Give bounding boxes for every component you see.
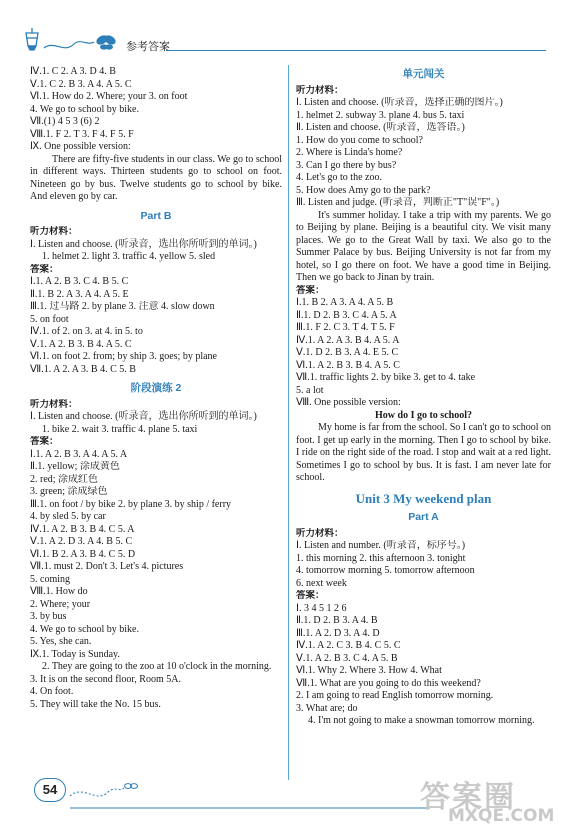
page-number: 54 (34, 778, 66, 802)
answer-line: 4. We go to school by bike. (30, 103, 139, 115)
answer-line: 5. coming (30, 573, 70, 585)
question-line: 1. helmet 2. subway 3. plane 4. bus 5. taxi (296, 109, 465, 121)
answer-line: Ⅶ.1. traffic lights 2. by bike 3. get to 4. take (296, 372, 476, 383)
answer-line: Ⅱ.1. yellow; 涂成黄色 (30, 461, 120, 472)
answer-line: Ⅶ.(1) 4 5 3 (6) 2 (30, 116, 100, 127)
answer-line: Ⅲ.1. 过马路 2. by plane 3. 注意 4. slow down (30, 301, 215, 312)
answer-line: Ⅴ.1. C 2. B 3. A 4. A 5. C (30, 78, 132, 90)
answer-line: 3. What are; do (296, 702, 358, 714)
answer-line: Ⅲ.1. on foot / by bike 2. by plane 3. by ship / ferry (30, 498, 232, 510)
answer-line: Ⅰ.1. B 2. A 3. A 4. A 5. B (296, 297, 394, 308)
section-title-part-b: Part B (140, 209, 172, 222)
unit-title: Unit 3 My weekend plan (355, 490, 492, 506)
answer-line: Ⅵ.1. on foot 2. from; by ship 3. goes; by plane (30, 351, 217, 362)
listening-label: 听力材料： (30, 226, 78, 237)
essay-title: How do I go to school? (375, 409, 472, 421)
answer-line: Ⅳ.1. C 2. A 3. D 4. B (30, 66, 116, 77)
question-line: 2. Where is Linda's home? (296, 147, 403, 158)
answer-line: 4. I'm not going to make a snowman tomorrow morning. (308, 715, 535, 726)
question-line: Ⅰ. Listen and choose. (听录音，选出你所听到的单词。) (30, 411, 257, 422)
question-line: Ⅲ. Listen and judge. (听录音，判断正"T"误"F"。) (296, 197, 500, 208)
listening-label: 听力材料： (296, 527, 344, 539)
answer-line: Ⅵ.1. B 2. A 3. B 4. C 5. D (30, 548, 136, 560)
section-title-stage-2: 阶段演练 2 (130, 382, 182, 394)
answer-line: Ⅵ.1. How do 2. Where; your 3. on foot (30, 91, 188, 102)
header-title: 参考答案 (126, 40, 170, 53)
answer-line: 5. Yes, she can. (30, 636, 92, 647)
question-line: 1. this morning 2. this afternoon 3. tonight (296, 552, 466, 564)
answer-line: Ⅱ.1. D 2. B 3. A 4. B (296, 615, 378, 626)
watermark-url: MXQE.COM (448, 806, 555, 826)
answer-line: Ⅵ.1. Why 2. Where 3. How 4. What (296, 665, 442, 676)
listening-words: 1. helmet 2. light 3. traffic 4. yellow 5. sled (42, 251, 216, 262)
essay-paragraph: There are fifty-five students in our class. We go to school in different ways. Thirteen students go to school on foot. Nineteen go by bus. Twelve students go to school by bike. And eleven go by car. (30, 153, 282, 202)
listening-label: 听力材料： (30, 398, 78, 410)
answer-line: Ⅸ.1. Today is Sunday. (30, 648, 120, 660)
answer-line: Ⅶ.1. A 2. A 3. B 4. C 5. B (30, 363, 136, 375)
question-line: 6. next week (296, 577, 347, 589)
essay-paragraph: My home is far from the school. So I can't go to school on foot. I get up early in the morning. Then I go to school by bike. I ride on the right side of the road. I stop and wait at a red light. Sometimes I go to school by bus. It is fast. I am never late for school. (296, 422, 551, 483)
question-line: Ⅰ. Listen and number. (听录音，标序号。) (296, 540, 466, 551)
answer-line: Ⅷ. One possible version: (296, 397, 401, 408)
listening-passage: It's summer holiday. I take a trip with my parents. We go to Beijing by plane. Beijing is a beautiful city. We visit many places. We go to the Great Wall by taxi. We also go to the Summer Palace by bus. Beijing University is not far from my hotel, so I go there on foot. We have a good time in Beijing. Then we go back to Jinan by train. (296, 209, 551, 283)
section-title-unit-review: 单元闯关 (402, 68, 445, 80)
answer-label: 答案： (296, 284, 325, 296)
answer-line: Ⅰ.1. A 2. B 3. A 4. A 5. A (30, 448, 128, 460)
question-line: 5. How does Amy go to the park? (296, 184, 431, 196)
vine-swirl-icon (44, 42, 94, 48)
answer-line: 3. by bus (30, 611, 67, 622)
listening-words: 1. bike 2. wait 3. traffic 4. plane 5. taxi (42, 423, 198, 435)
page-header (0, 0, 563, 62)
answer-line: Ⅴ.1. D 2. B 3. A 4. E 5. C (296, 347, 399, 358)
answer-line: 2. They are going to the zoo at 10 o'clock in the morning. (42, 661, 272, 672)
answer-line: 2. red; 涂成红色 (30, 473, 99, 485)
answer-label: 答案： (30, 263, 59, 275)
question-line: Ⅱ. Listen and choose. (听录音，选答语。) (296, 122, 465, 133)
answer-line: Ⅲ.1. F 2. C 3. T 4. T 5. F (296, 322, 395, 333)
answer-label: 答案： (296, 590, 325, 601)
answer-line: 3. green; 涂成绿色 (30, 486, 108, 497)
answer-line: Ⅴ.1. A 2. D 3. A 4. B 5. C (30, 536, 133, 547)
answer-line: 4. On foot. (30, 686, 74, 697)
answer-line: Ⅱ.1. D 2. B 3. C 4. A 5. A (296, 309, 397, 321)
answer-line: Ⅷ.1. How do (30, 586, 88, 597)
answer-line: Ⅳ.1. A 2. B 3. B 4. C 5. A (30, 523, 135, 535)
butterfly-icon (95, 34, 117, 50)
answer-line: 4. by sled 5. by car (30, 511, 106, 522)
answer-line: 3. It is on the second floor, Room 5A. (30, 673, 181, 685)
header-rule (166, 50, 546, 51)
answer-line: 2. I am going to read English tomorrow morning. (296, 690, 494, 701)
answer-line: Ⅰ. 3 4 5 1 2 6 (296, 602, 347, 614)
answer-line: 5. a lot (296, 384, 324, 396)
answer-line: Ⅱ.1. B 2. A 3. A 4. A 5. E (30, 288, 129, 300)
question-line: Ⅰ. Listen and choose. (听录音，选择正确的图片。) (296, 97, 503, 108)
right-column (296, 66, 551, 728)
answer-line: Ⅶ.1. What are you going to do this weekend? (296, 677, 481, 689)
question-line: 4. tomorrow morning 5. tomorrow afternoon (296, 565, 475, 576)
answer-line: Ⅷ.1. F 2. T 3. F 4. F 5. F (30, 128, 134, 140)
answer-line: 5. They will take the No. 15 bus. (30, 698, 161, 710)
column-divider (288, 65, 289, 780)
left-column (30, 66, 282, 711)
answer-line: 5. on foot (30, 313, 69, 325)
answer-line: 2. Where; your (30, 598, 91, 610)
answer-line: Ⅳ.1. of 2. on 3. at 4. in 5. to (30, 326, 143, 337)
answer-line: Ⅲ.1. A 2. D 3. A 4. D (296, 627, 380, 639)
answer-line: Ⅳ.1. A 2. A 3. B 4. A 5. A (296, 334, 400, 346)
listening-label: 听力材料： (296, 84, 344, 96)
question-line: 3. Can I go there by bus? (296, 159, 397, 171)
answer-line: Ⅶ.1. must 2. Don't 3. Let's 4. pictures (30, 561, 184, 572)
answer-label: 答案： (30, 436, 59, 447)
question-line: 1. How do you come to school? (296, 134, 423, 146)
header-decoration (0, 0, 563, 62)
answer-line: Ⅳ.1. A 2. C 3. B 4. C 5. C (296, 640, 401, 651)
answer-line: Ⅰ.1. A 2. B 3. C 4. B 5. C (30, 276, 129, 287)
answer-line: Ⅴ.1. A 2. B 3. C 4. A 5. B (296, 652, 398, 664)
answer-line: Ⅵ.1. A 2. B 3. B 4. A 5. C (296, 359, 400, 371)
question-line: 4. Let's go to the zoo. (296, 172, 382, 183)
answer-line: Ⅴ.1. A 2. B 3. B 4. A 5. C (30, 338, 132, 350)
butterfly-small-icon (125, 784, 138, 789)
lantern-icon (26, 28, 38, 50)
question-line: Ⅰ. Listen and choose. (听录音，选出你所听到的单词。) (30, 238, 257, 250)
section-title-part-a: Part A (408, 511, 439, 523)
answer-line: 4. We go to school by bike. (30, 623, 139, 635)
dotted-swirl-icon (70, 788, 124, 796)
answer-line: Ⅸ. One possible version: (30, 141, 131, 152)
watermark-logo: 答案圈 (420, 780, 516, 815)
